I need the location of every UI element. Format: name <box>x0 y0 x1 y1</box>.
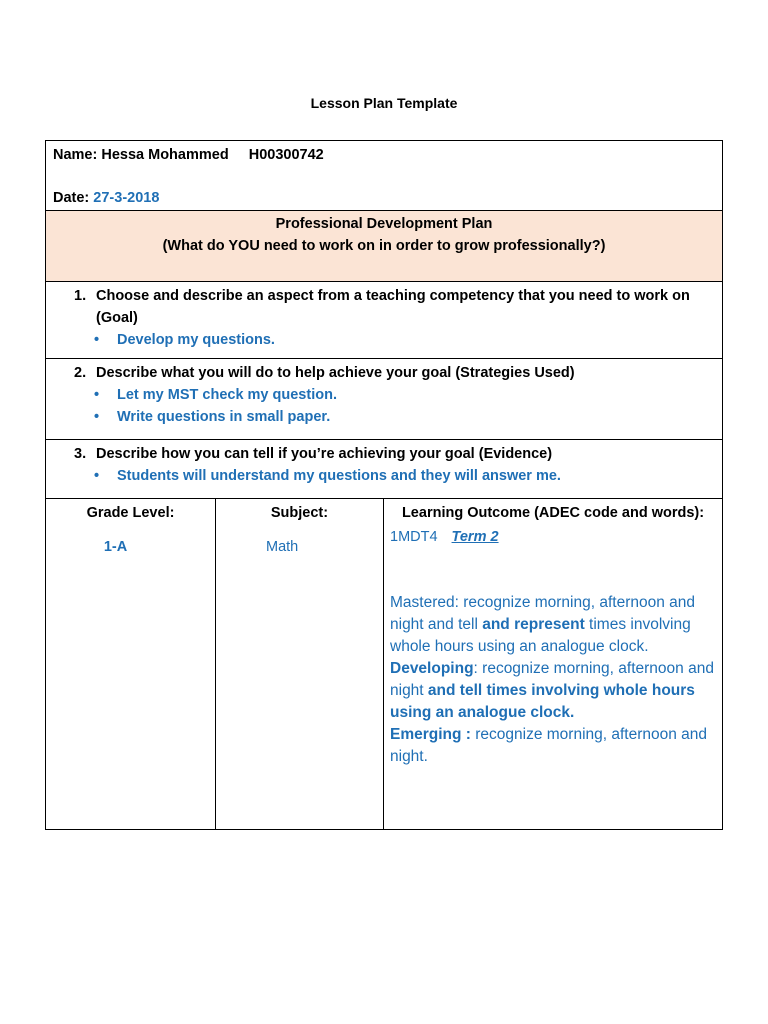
emerging-outcome: Emerging : recognize morning, afternoon and night. <box>390 726 708 765</box>
grade-level-cell <box>46 499 216 830</box>
pd-plan-title: Professional Development Plan <box>275 216 493 232</box>
question-text: Describe how you can tell if you’re achieving your goal (Evidence) <box>96 446 553 462</box>
subject-cell <box>216 499 384 830</box>
outcome-code-line <box>390 526 716 548</box>
mastered-outcome: Mastered: recognize morning, afternoon and night and tell and represent times involving whole hours using an analogue clock. <box>390 594 696 655</box>
name-line <box>53 144 715 166</box>
subject-value: Math <box>266 539 299 555</box>
learning-outcome-cell <box>384 499 723 830</box>
question-text: Describe what you will do to help achieve your goal (Strategies Used) <box>96 365 575 381</box>
list-item: • Develop my questions. <box>94 332 275 348</box>
developing-outcome: Developing: recognize morning, afternoon and night and tell times involving whole hours using an analogue clock. <box>390 660 714 721</box>
question-number: 2. <box>74 365 87 381</box>
student-id: H00300742 <box>248 147 324 163</box>
question-2-cell <box>46 359 723 440</box>
grade-level-label: Grade Level: <box>86 505 175 521</box>
date-line <box>53 187 715 209</box>
list-item: • Let my MST check my question. <box>94 387 337 403</box>
question-1-cell <box>46 282 723 359</box>
date-label: Date: <box>53 190 90 206</box>
question-3-cell <box>46 440 723 499</box>
pd-plan-subtitle: (What do YOU need to work on in order to grow professionally?) <box>162 238 606 254</box>
subject-label: Subject: <box>270 505 329 521</box>
name-label: Name: <box>53 147 98 163</box>
outcome-code: 1MDT4 <box>390 529 438 545</box>
learning-outcome-label: Learning Outcome (ADEC code and words): <box>401 505 705 521</box>
list-item: • Write questions in small paper. <box>94 409 331 425</box>
question-number: 3. <box>74 446 87 462</box>
document-title: Lesson Plan Template <box>310 95 458 111</box>
question-number: 1. <box>74 288 87 304</box>
term-label: Term 2 <box>451 529 499 545</box>
lesson-plan-table <box>45 140 723 830</box>
question-text: Choose and describe an aspect from a teaching competency that you need to work on (Goal) <box>96 288 690 326</box>
grade-level-value: 1-A <box>103 539 128 555</box>
list-item: • Students will understand my questions and they will answer me. <box>94 468 561 484</box>
date-value: 27-3-2018 <box>93 190 160 206</box>
student-name: Hessa Mohammed <box>101 147 229 163</box>
name-date-cell <box>46 141 723 211</box>
pd-plan-header <box>46 211 723 282</box>
